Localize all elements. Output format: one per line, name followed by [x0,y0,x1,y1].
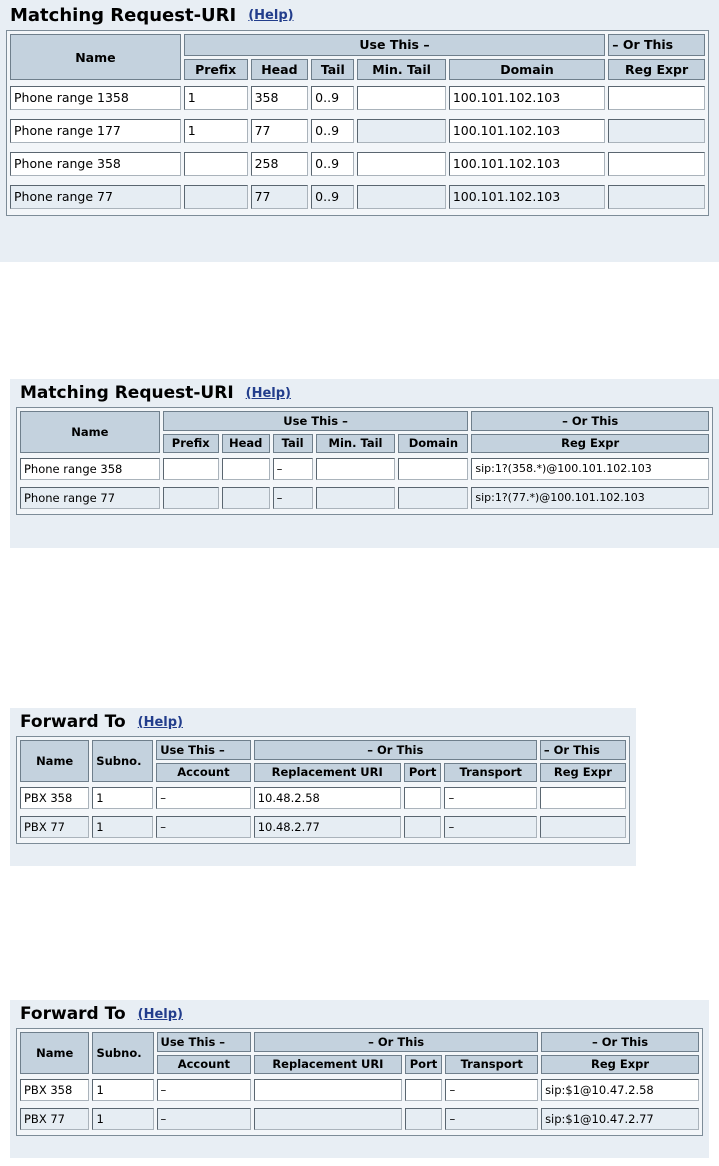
domain-field[interactable]: 100.101.102.103 [449,152,605,176]
head-field[interactable]: 77 [251,185,309,209]
domain-field[interactable] [398,487,468,509]
name-field[interactable]: PBX 77 [20,1108,89,1130]
col-header-prefix: Prefix [184,59,248,81]
replacement-uri-field[interactable]: 10.48.2.77 [254,816,401,838]
col-header-prefix: Prefix [163,434,219,454]
tail-field[interactable]: 0..9 [311,185,354,209]
panel-title: Matching Request-URI [10,4,237,26]
panel-header [16,1000,703,1028]
domain-field[interactable]: 100.101.102.103 [449,119,605,143]
forward-to-panel-2 [10,1000,709,1158]
min-tail-field[interactable] [357,185,445,209]
group-header-or-this: – Or This [254,740,537,760]
group-header-or-this: – Or This [540,740,626,760]
port-field[interactable] [405,1108,443,1130]
replacement-uri-field[interactable] [254,1108,401,1130]
table-row [20,1106,699,1132]
col-header-reg-expr: Reg Expr [471,434,709,454]
help-link[interactable]: (Help) [137,1006,183,1022]
min-tail-field[interactable] [316,458,396,480]
col-header-name: Name [20,1032,89,1074]
help-link[interactable]: (Help) [245,385,291,401]
forward-table [16,1028,703,1136]
col-header-account: Account [156,763,251,783]
panel-title: Forward To [20,712,126,732]
reg-expr-field[interactable] [540,787,626,809]
col-header-domain: Domain [398,434,468,454]
min-tail-field[interactable] [357,152,445,176]
col-header-head: Head [222,434,270,454]
col-header-reg-expr: Reg Expr [540,763,626,783]
tail-field[interactable]: – [273,487,313,509]
tail-field[interactable]: 0..9 [311,152,354,176]
col-header-name: Name [10,34,181,80]
domain-field[interactable]: 100.101.102.103 [449,86,605,110]
table-row [10,182,705,212]
col-header-replacement-uri: Replacement URI [254,763,401,783]
name-field[interactable]: PBX 358 [20,1079,89,1101]
col-header-tail: Tail [311,59,354,81]
transport-select[interactable]: – [444,787,536,809]
forward-to-panel-1 [10,708,636,866]
min-tail-field[interactable] [357,119,445,143]
replacement-uri-field[interactable] [254,1079,401,1101]
col-header-subno: Subno. [92,740,153,782]
col-header-transport: Transport [444,763,536,783]
account-select[interactable]: – [156,787,251,809]
matching-table [16,407,713,515]
domain-field[interactable] [398,458,468,480]
table-row [10,83,705,113]
table-row [20,1077,699,1103]
group-header-use-this: Use This – [163,411,469,431]
subno-field[interactable]: 1 [92,1108,153,1130]
head-field[interactable]: 258 [251,152,309,176]
reg-expr-field[interactable]: sip:$1@10.47.2.58 [541,1079,699,1101]
name-field[interactable]: Phone range 1358 [10,86,181,110]
forward-table [16,736,630,844]
head-field[interactable]: 77 [251,119,309,143]
account-select[interactable]: – [157,1108,252,1130]
col-header-name: Name [20,740,89,782]
port-field[interactable] [404,787,442,809]
group-header-use-this: Use This – [157,1032,252,1052]
table-row [10,149,705,179]
help-link[interactable]: (Help) [248,7,294,23]
table-row [20,485,709,511]
reg-expr-field[interactable]: sip:1?(358.*)@100.101.102.103 [471,458,709,480]
col-header-tail: Tail [273,434,313,454]
name-field[interactable]: PBX 77 [20,816,89,838]
reg-expr-field[interactable] [608,185,705,209]
panel-header [6,0,713,30]
min-tail-field[interactable] [357,86,445,110]
prefix-field[interactable] [184,185,248,209]
col-header-reg-expr: Reg Expr [608,59,705,81]
subno-field[interactable]: 1 [92,787,153,809]
head-field[interactable] [222,458,270,480]
col-header-subno: Subno. [92,1032,153,1074]
col-header-head: Head [251,59,309,81]
col-header-port: Port [404,763,442,783]
port-field[interactable] [405,1079,443,1101]
transport-select[interactable]: – [445,1079,538,1101]
col-header-min-tail: Min. Tail [357,59,445,81]
port-field[interactable] [404,816,442,838]
group-header-or-this: – Or This [471,411,709,431]
matching-table [6,30,709,216]
group-header-or-this: – Or This [608,34,705,56]
panel-title: Forward To [20,1004,126,1024]
panel-header [16,379,713,407]
subno-field[interactable]: 1 [92,1079,153,1101]
tail-field[interactable]: 0..9 [311,119,354,143]
matching-request-uri-panel-1 [0,0,719,262]
head-field[interactable] [222,487,270,509]
reg-expr-field[interactable]: sip:1?(77.*)@100.101.102.103 [471,487,709,509]
col-header-reg-expr: Reg Expr [541,1055,699,1075]
reg-expr-field[interactable] [608,119,705,143]
name-field[interactable]: PBX 358 [20,787,89,809]
col-header-min-tail: Min. Tail [316,434,396,454]
group-header-use-this: Use This – [156,740,251,760]
name-field[interactable]: Phone range 358 [20,458,160,480]
reg-expr-field[interactable] [608,152,705,176]
panel-title: Matching Request-URI [20,383,234,403]
subno-field[interactable]: 1 [92,816,153,838]
panel-header [16,708,630,736]
group-header-or-this: – Or This [254,1032,538,1052]
transport-select[interactable]: – [445,1108,538,1130]
reg-expr-field[interactable]: sip:$1@10.47.2.77 [541,1108,699,1130]
table-row [20,456,709,482]
group-header-or-this: – Or This [541,1032,699,1052]
prefix-field[interactable]: 1 [184,119,248,143]
tail-field[interactable]: 0..9 [311,86,354,110]
name-field[interactable]: Phone range 77 [20,487,160,509]
reg-expr-field[interactable] [540,816,626,838]
prefix-field[interactable]: 1 [184,86,248,110]
table-row [20,814,626,840]
domain-field[interactable]: 100.101.102.103 [449,185,605,209]
col-header-domain: Domain [449,59,605,81]
col-header-replacement-uri: Replacement URI [254,1055,401,1075]
name-field[interactable]: Phone range 177 [10,119,181,143]
reg-expr-field[interactable] [608,86,705,110]
group-header-use-this: Use This – [184,34,605,56]
head-field[interactable]: 358 [251,86,309,110]
name-field[interactable]: Phone range 358 [10,152,181,176]
prefix-field[interactable] [163,487,219,509]
table-row [10,116,705,146]
col-header-port: Port [405,1055,443,1075]
col-header-transport: Transport [445,1055,538,1075]
help-link[interactable]: (Help) [137,714,183,730]
name-field[interactable]: Phone range 77 [10,185,181,209]
min-tail-field[interactable] [316,487,396,509]
account-select[interactable]: – [157,1079,252,1101]
col-header-name: Name [20,411,160,453]
tail-field[interactable]: – [273,458,313,480]
prefix-field[interactable] [184,152,248,176]
transport-select[interactable]: – [444,816,536,838]
matching-request-uri-panel-2 [10,379,719,548]
table-row [20,785,626,811]
replacement-uri-field[interactable]: 10.48.2.58 [254,787,401,809]
account-select[interactable]: – [156,816,251,838]
prefix-field[interactable] [163,458,219,480]
col-header-account: Account [157,1055,252,1075]
